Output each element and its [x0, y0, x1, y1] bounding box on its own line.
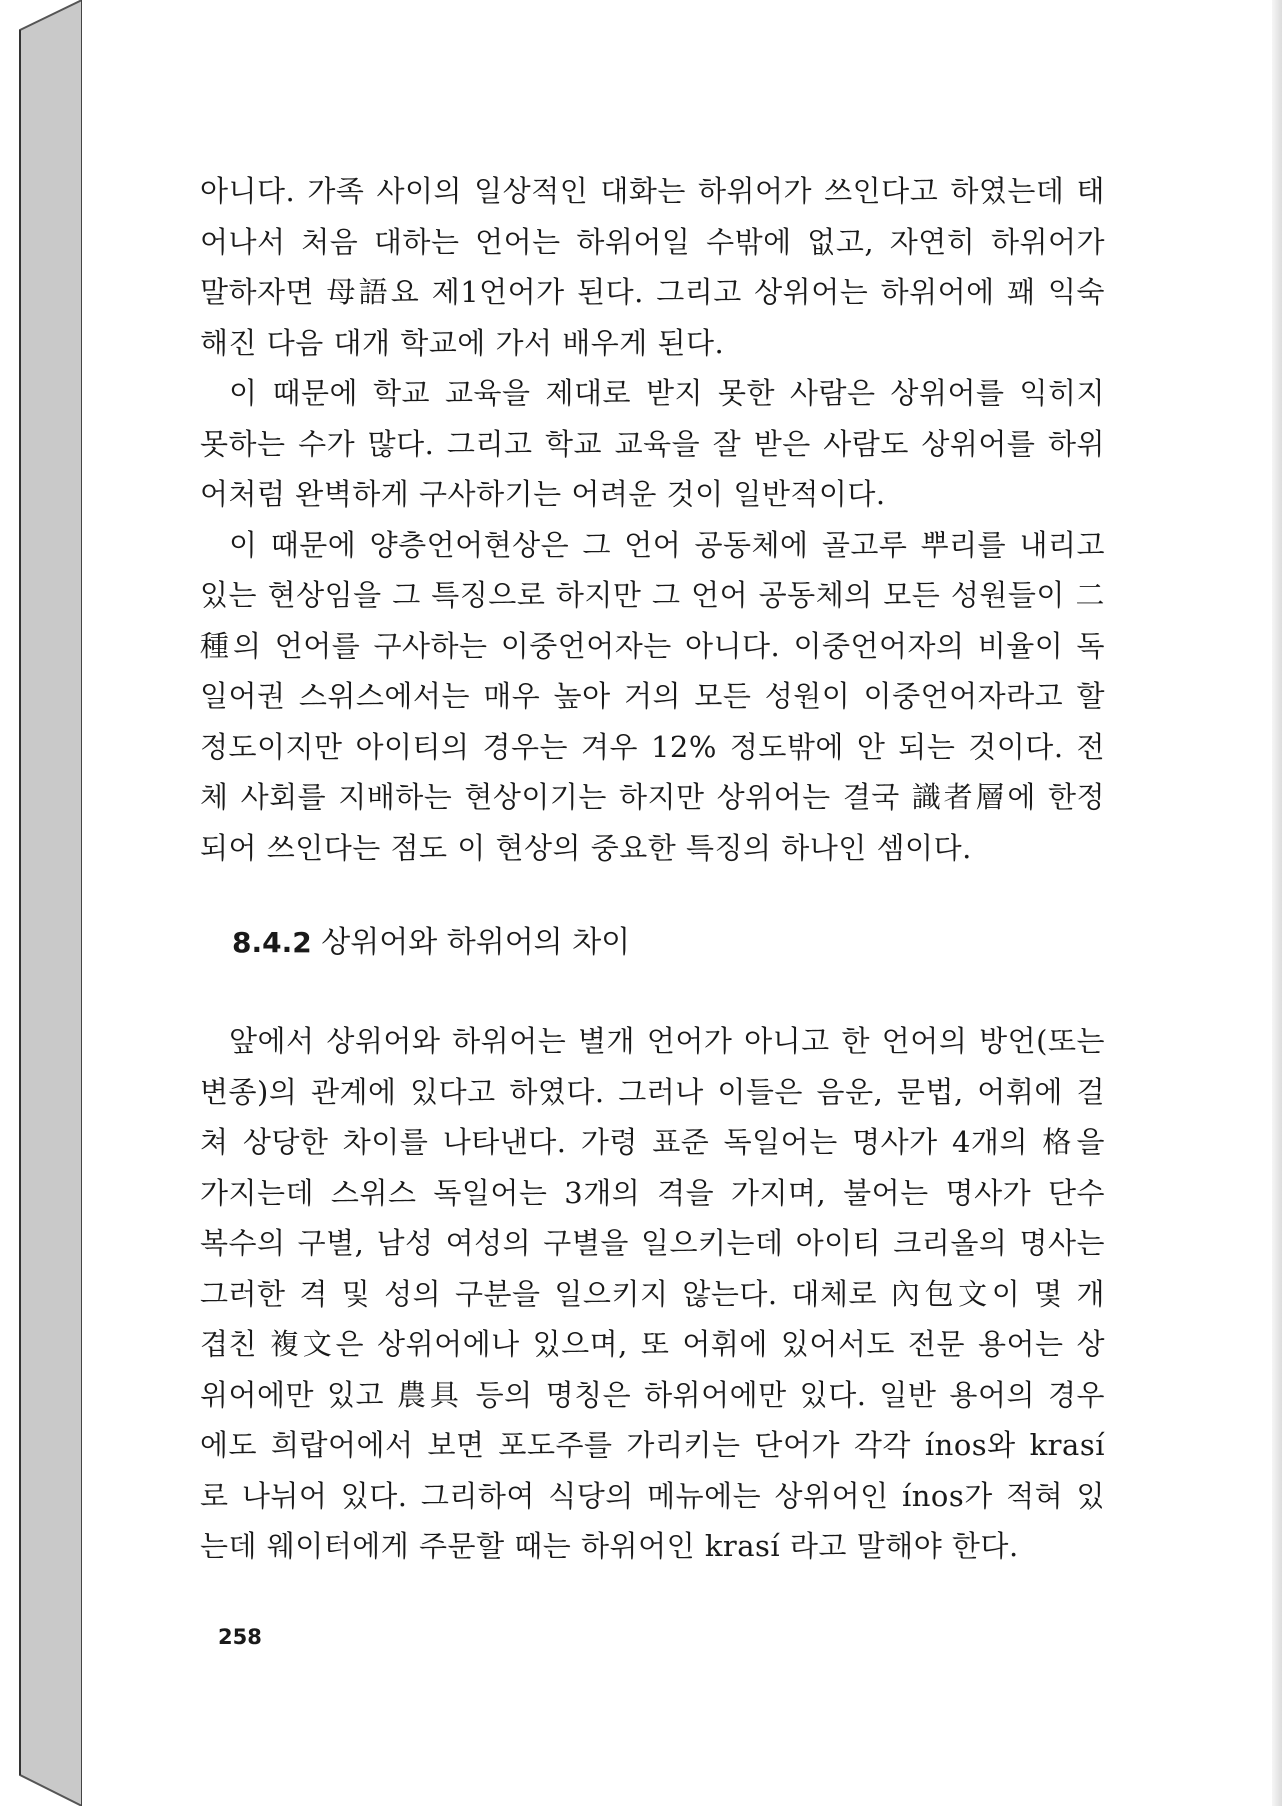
section-heading — [232, 918, 630, 968]
paragraph-3 — [200, 520, 1105, 874]
text-line: 이 때문에 양층언어현상은 그 언어 공동체에 골고루 뿌리를 내리고 — [229, 527, 1105, 562]
text-line: 체 사회를 지배하는 현상이기는 하지만 상위어는 결국 識者層에 한정 — [200, 780, 1105, 814]
text-line: 는데 웨이터에게 주문할 때는 하위어인 krasí 라고 말해야 한다. — [200, 1529, 1019, 1563]
section-title: 상위어와 하위어의 차이 — [321, 925, 631, 960]
paragraph-4 — [200, 1016, 1105, 1572]
text-line: 되어 쓰인다는 점도 이 현상의 중요한 특징의 하나인 셈이다. — [200, 830, 972, 865]
text-line: 말하자면 母語요 제1언어가 된다. 그리고 상위어는 하위어에 꽤 익숙 — [200, 275, 1105, 309]
text-line: 로 나뉘어 있다. 그리하여 식당의 메뉴에는 상위어인 ínos가 적혀 있 — [200, 1478, 1105, 1513]
text-line: 種의 언어를 구사하는 이중언어자는 아니다. 이중언어자의 비율이 독 — [200, 628, 1105, 663]
text-line: 그러한 격 및 성의 구분을 일으키지 않는다. 대체로 內包文이 몇 개 — [200, 1276, 1105, 1311]
text-line: 변종)의 관계에 있다고 하였다. 그러나 이들은 음운, 문법, 어휘에 걸 — [200, 1074, 1105, 1109]
text-line: 에도 희랍어에서 보면 포도주를 가리키는 단어가 각각 ínos와 krasí — [200, 1428, 1105, 1462]
text-line: 이 때문에 학교 교육을 제대로 받지 못한 사람은 상위어를 익히지 — [229, 376, 1105, 410]
text-line: 아니다. 가족 사이의 일상적인 대화는 하위어가 쓰인다고 하였는데 태 — [200, 174, 1105, 208]
text-line: 쳐 상당한 차이를 나타낸다. 가령 표준 독일어는 명사가 4개의 格을 — [200, 1125, 1105, 1159]
body-text-top — [200, 166, 1105, 873]
page-edge — [1272, 0, 1282, 1806]
text-line: 가지는데 스위스 독일어는 3개의 격을 가지며, 불어는 명사가 단수 — [200, 1175, 1105, 1210]
text-line: 복수의 구별, 남성 여성의 구별을 일으키는데 아이티 크리올의 명사는 — [200, 1226, 1105, 1260]
text-line: 정도이지만 아이티의 경우는 겨우 12% 정도밖에 안 되는 것이다. 전 — [200, 729, 1105, 764]
text-line: 어나서 처음 대하는 언어는 하위어일 수밖에 없고, 자연히 하위어가 — [200, 224, 1105, 259]
text-line: 있는 현상임을 그 특징으로 하지만 그 언어 공동체의 모든 성원들이 二 — [200, 578, 1105, 612]
paragraph-2 — [200, 368, 1105, 520]
paragraph-1 — [200, 166, 1105, 368]
text-line: 위어에만 있고 農具 등의 명칭은 하위어에만 있다. 일반 용어의 경우 — [200, 1377, 1105, 1412]
text-line: 앞에서 상위어와 하위어는 별개 언어가 아니고 한 언어의 방언(또는 — [229, 1024, 1105, 1058]
section-number: 8.4.2 — [232, 926, 312, 959]
text-line: 못하는 수가 많다. 그리고 학교 교육을 잘 받은 사람도 상위어를 하위 — [200, 426, 1105, 461]
text-line: 해진 다음 대개 학교에 가서 배우게 된다. — [200, 325, 725, 360]
body-text-bottom — [200, 1016, 1105, 1572]
text-line: 겹친 複文은 상위어에나 있으며, 또 어휘에 있어서도 전문 용어는 상 — [200, 1327, 1105, 1361]
text-line: 어처럼 완벽하게 구사하기는 어려운 것이 일반적이다. — [200, 477, 886, 511]
page-number: 258 — [218, 1625, 262, 1649]
text-line: 일어권 스위스에서는 매우 높아 거의 모든 성원이 이중언어자라고 할 — [200, 679, 1105, 713]
